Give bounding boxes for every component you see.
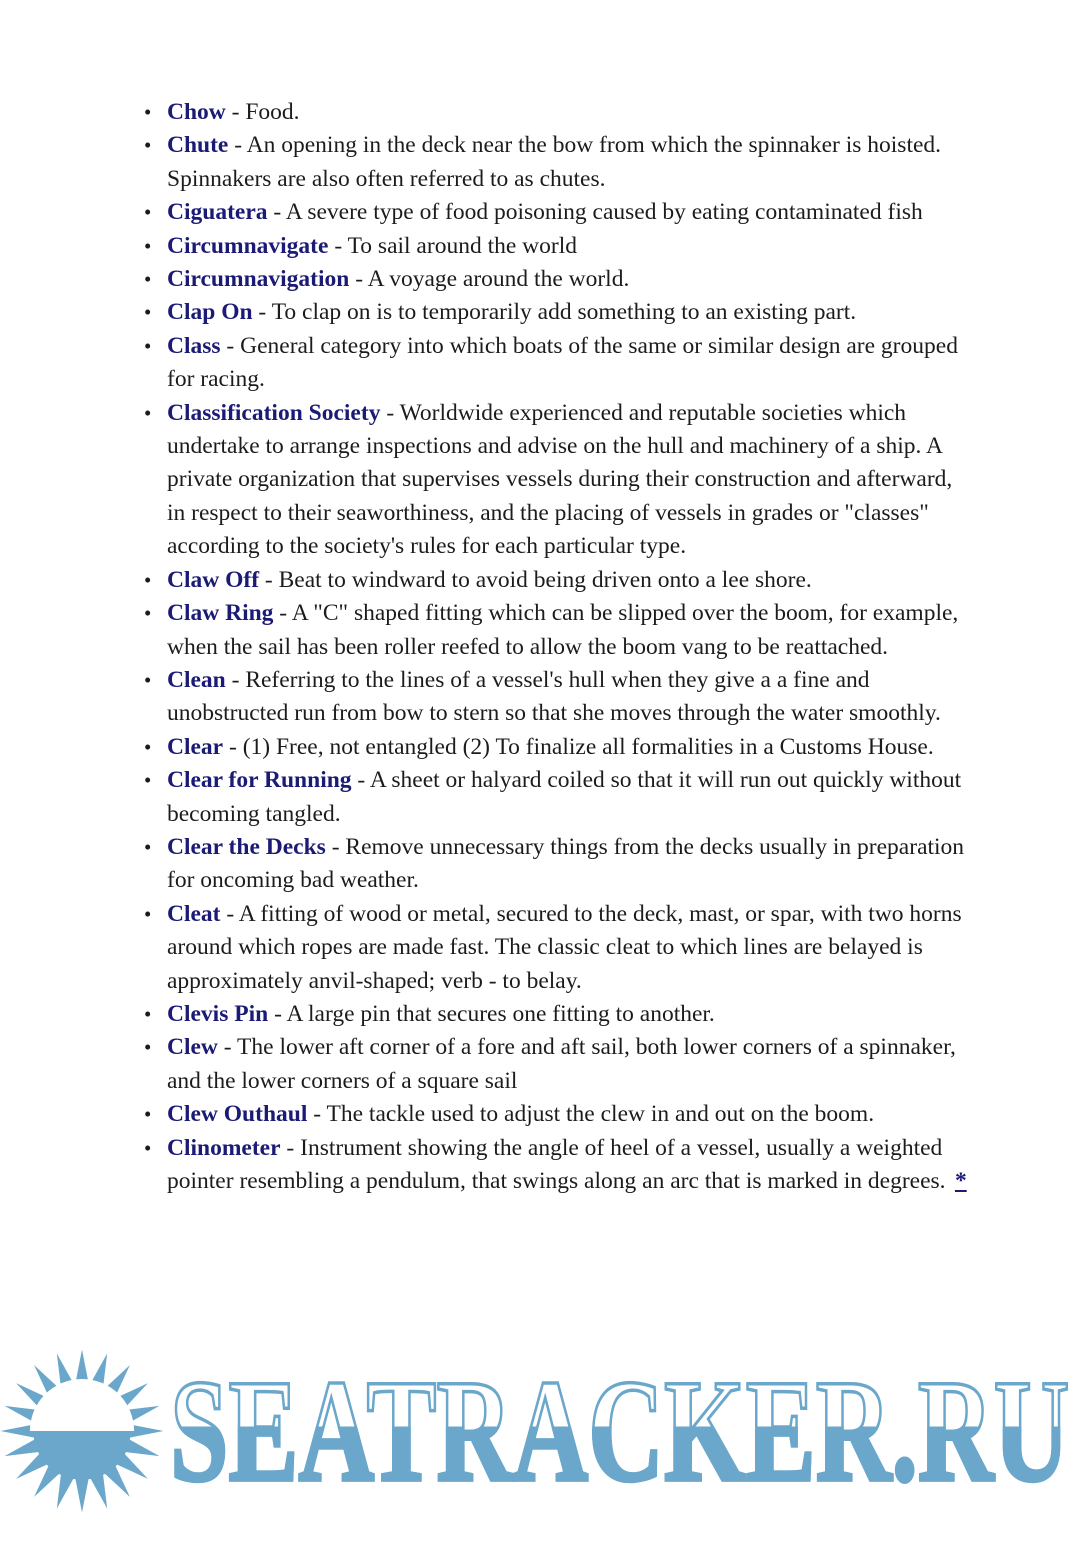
definition: - An opening in the deck near the bow from which the spinnaker is hoisted. Spinnakers are also often referred to as chutes. [167,132,942,192]
definition: - Instrument showing the angle of heel of a vessel, usually a weighted pointer resembling a pendulum, that swings along an arc that is marked in degrees. [167,1134,946,1194]
list-item [146,564,970,597]
definition: - A fitting of wood or metal, secured to the deck, mast, or spar, with two horns around which ropes are made fast. The classic cleat to which lines are belayed is approximately anvil-shaped; verb - to belay. [167,900,962,994]
definition: - Remove unnecessary things from the decks usually in preparation for oncoming bad weather. [167,833,965,894]
list-item [146,296,970,329]
term: Clear the Decks [167,833,326,860]
list-item [146,129,970,196]
term: Clew Outhaul [167,1101,308,1128]
list-item [146,731,970,764]
term: Circumnavigation [167,266,350,293]
definition: - A "C" shaped fitting which can be slipped over the boom, for example, when the sail has been roller reefed to allow the boom vang to be reattached. [167,600,959,660]
term: Claw Ring [167,600,274,627]
glossary-page [146,96,970,1198]
definition: - (1) Free, not entangled (2) To finalize all formalities in a Customs House. [223,733,934,760]
definition: - The lower aft corner of a fore and aft sail, both lower corners of a spinnaker, and the lower corners of a square sail [167,1034,956,1094]
list-item [146,831,970,898]
list-item [146,230,970,263]
definition: - General category into which boats of the same or similar design are grouped for racing. [167,332,958,393]
definition: - A severe type of food poisoning caused by eating contaminated fish [267,199,923,226]
term: Clear [167,733,224,760]
list-item [146,597,970,664]
list-item [146,96,970,129]
list-item [146,764,970,831]
list-item [146,898,970,998]
term: Clew [167,1034,218,1061]
term: Clinometer [167,1134,281,1161]
definition: - A voyage around the world. [349,266,630,293]
list-item [146,664,970,731]
list-item [146,263,970,296]
definition: - Food. [225,99,300,125]
sun-icon [0,1347,170,1515]
term: Clevis Pin [167,1000,269,1027]
term: Cleat [167,900,221,927]
definition: - A large pin that secures one fitting to another. [268,1000,715,1027]
list-item [146,196,970,229]
site-watermark [0,1347,1080,1515]
list-item [146,397,970,564]
definition: - Worldwide experienced and reputable societies which undertake to arrange inspections and advise on the hull and machinery of a ship. A private organization that supervises vessels during their construction and afterward, in respect to their seaworthiness, and the placing of vessels in grades or "classes" according to the society's rules for each particular type. [167,399,953,560]
list-item [146,1098,970,1131]
definition: - To clap on is to temporarily add something to an existing part. [252,299,857,326]
term: Chow [167,99,226,125]
logo-text: SEATRACKER.RU [170,1313,1080,1548]
list-item [146,1031,970,1098]
definition: - Referring to the lines of a vessel's hull when they give a a fine and unobstructed run from bow to stern so that she moves through the water smoothly. [167,666,941,727]
definition: - To sail around the world [328,232,577,259]
term: Ciguatera [167,199,268,226]
list-item [146,330,970,397]
term: Clear for Running [167,767,352,794]
definition: - A sheet or halyard coiled so that it will run out quickly without becoming tangled. [167,767,962,827]
glossary-list [146,96,970,1198]
definition: - The tackle used to adjust the clew in and out on the boom. [307,1101,875,1128]
term: Claw Off [167,566,260,593]
term: Chute [167,132,229,159]
definition: - Beat to windward to avoid being driven onto a lee shore. [259,566,812,593]
list-item [146,1132,970,1199]
term: Classification Society [167,399,381,426]
term: Clap On [167,299,253,326]
reference-link[interactable]: * [954,1168,967,1194]
term: Class [167,332,221,359]
term: Clean [167,666,226,693]
list-item [146,998,970,1031]
term: Circumnavigate [167,232,329,259]
